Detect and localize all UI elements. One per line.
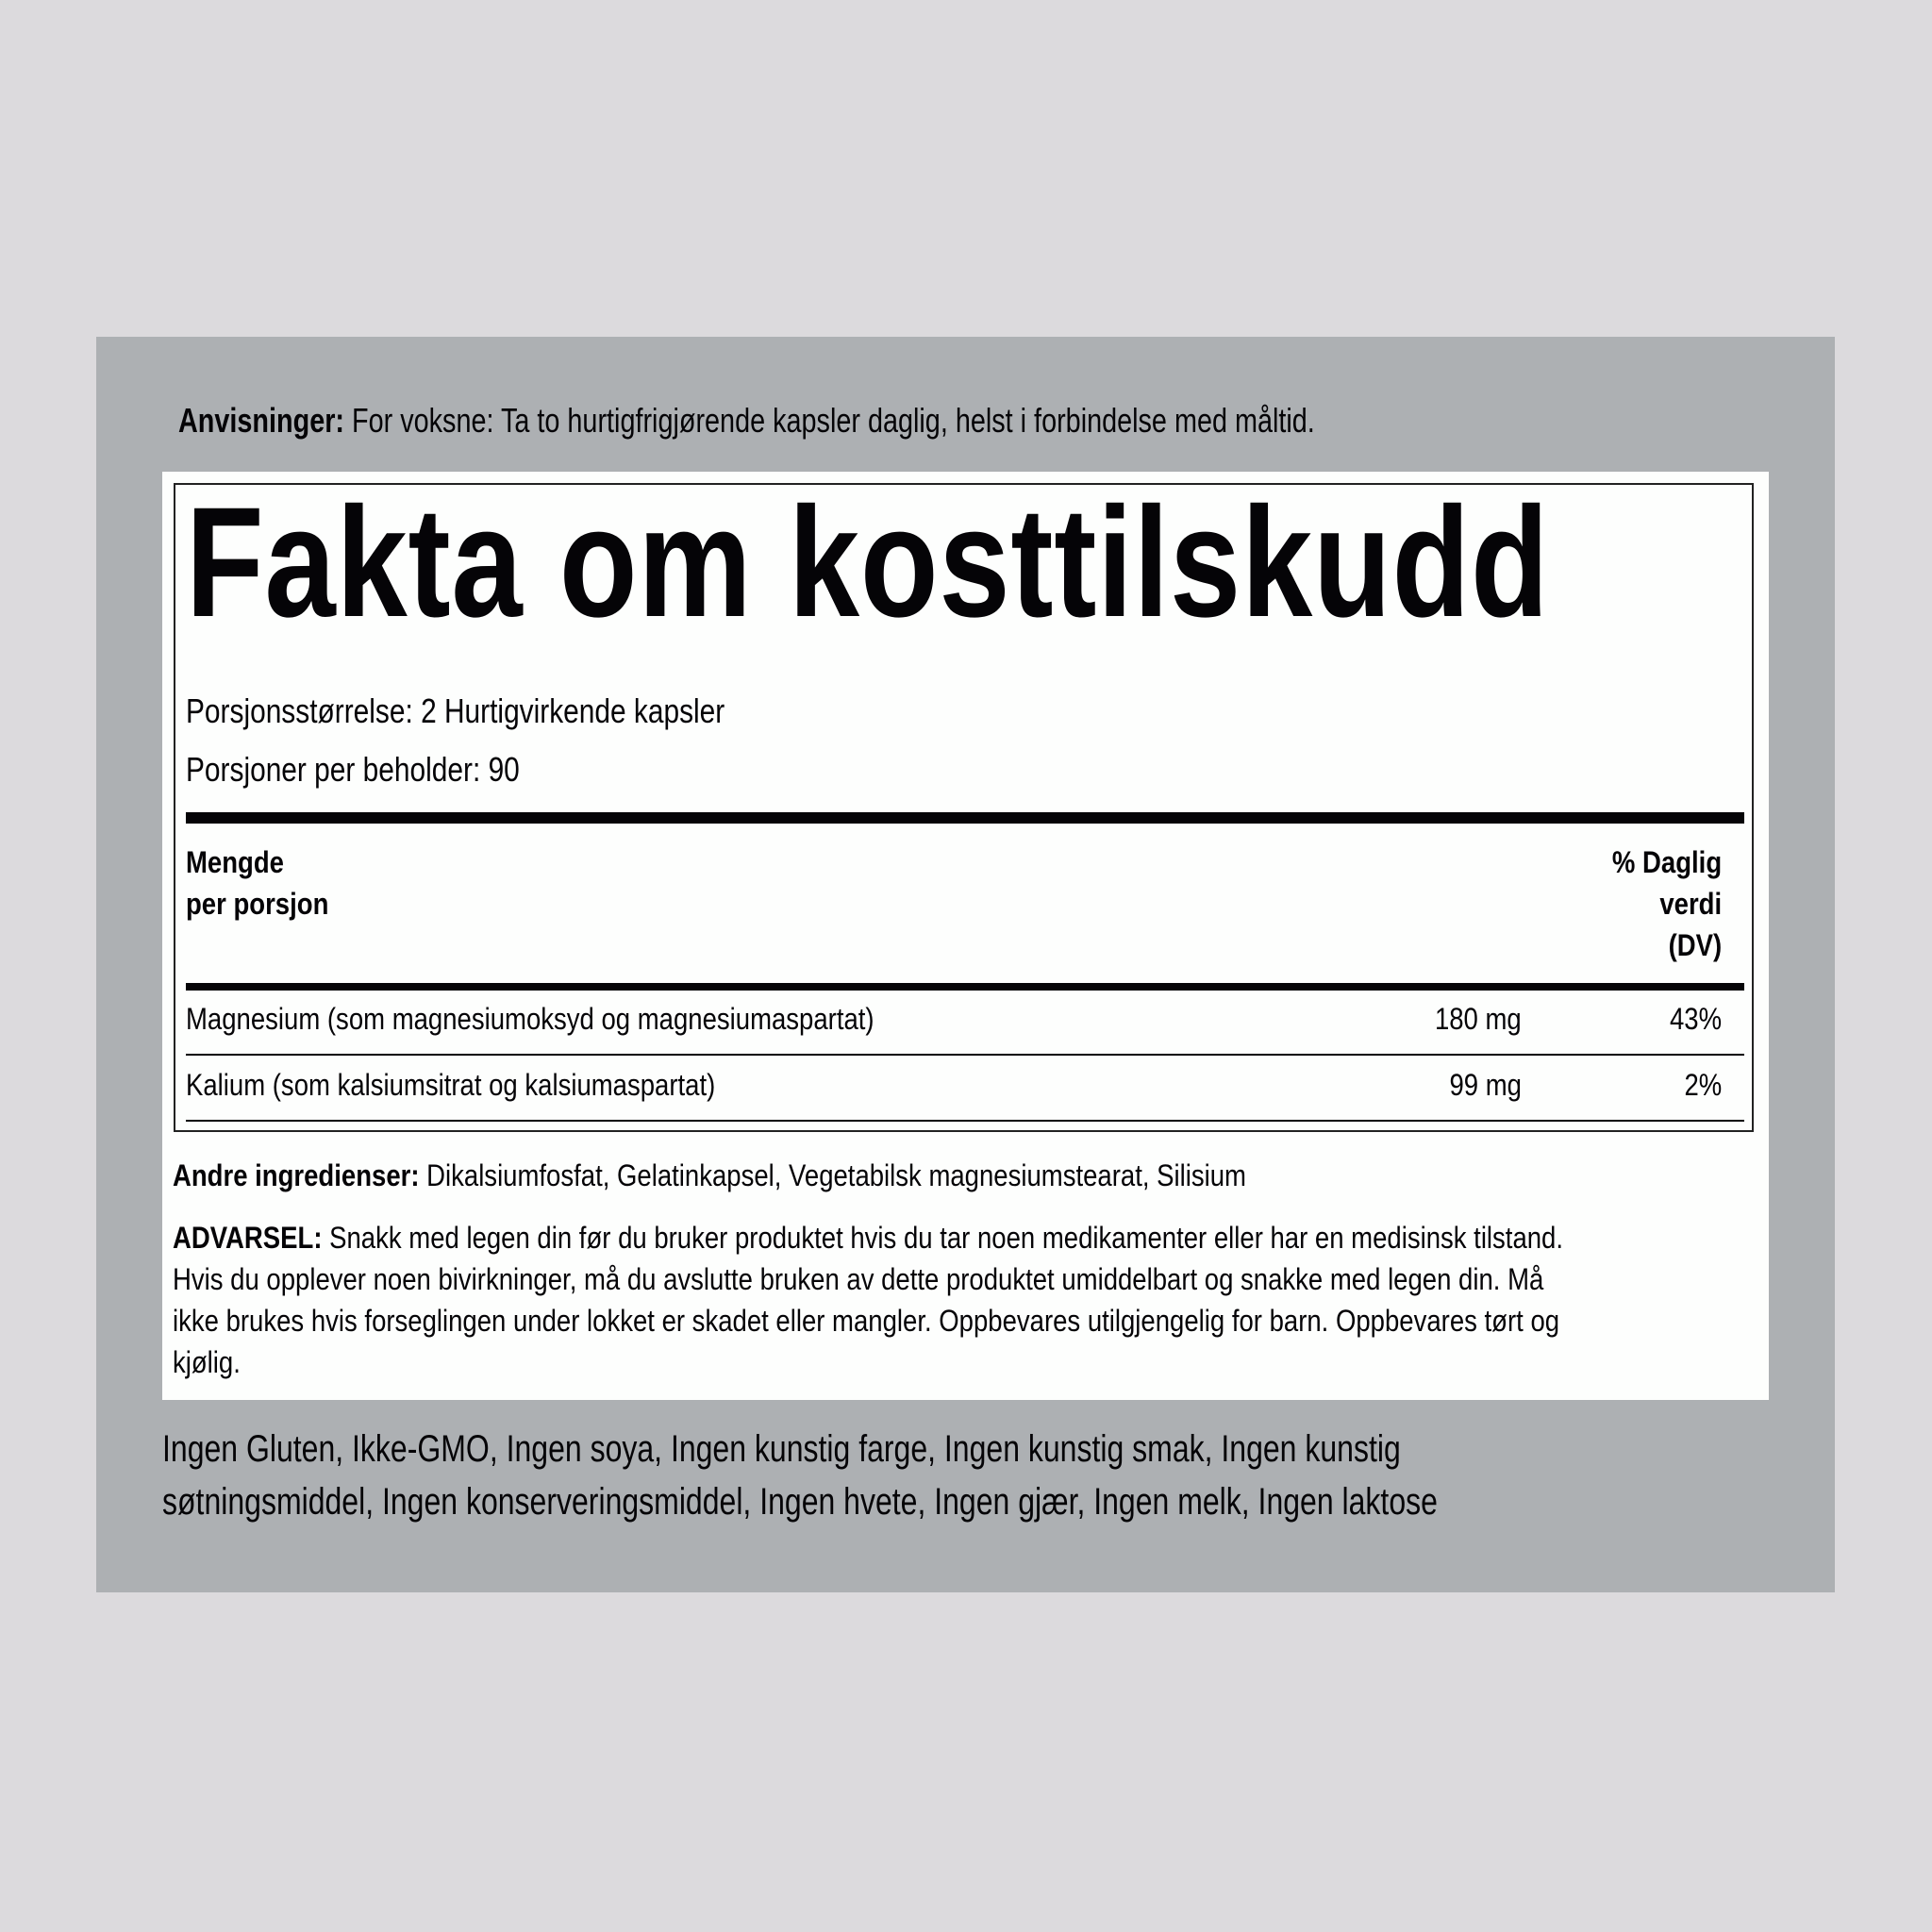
nutrient-name: Magnesium (som magnesiumoksyd og magnesiumaspartat) bbox=[186, 1002, 874, 1036]
other-ingredients bbox=[173, 1155, 1246, 1196]
amount-header-line2: per porsjon bbox=[186, 887, 329, 921]
amount-header-line1: Mengde bbox=[186, 845, 284, 879]
nutrient-name: Kalium (som kalsiumsitrat og kalsiumaspartat) bbox=[186, 1068, 716, 1102]
free-from-line1: Ingen Gluten, Ikke-GMO, Ingen soya, Ingen kunstig farge, Ingen kunstig smak, Ingen kunstig bbox=[162, 1428, 1401, 1470]
servings-per-container: Porsjoner per beholder: 90 bbox=[186, 750, 520, 789]
dv-header-line3: (DV) bbox=[1668, 928, 1722, 962]
directions-label: Anvisninger: bbox=[178, 401, 345, 440]
warning-label: ADVARSEL: bbox=[173, 1221, 323, 1255]
nutrient-amount: 99 mg bbox=[1449, 1068, 1522, 1102]
warning-line1: Snakk med legen din før du bruker produktet hvis du tar noen medikamenter eller har en medisinsk tilstand. bbox=[329, 1221, 1564, 1255]
directions bbox=[178, 400, 1315, 441]
warning-line2: Hvis du opplever noen bivirkninger, må du avslutte bruken av dette produktet umiddelbart og snakke med legen din. Må bbox=[173, 1262, 1544, 1296]
warning-line3: ikke brukes hvis forseglingen under lokket er skadet eller mangler. Oppbevares utilgjengelig for barn. Oppbevares tørt og bbox=[173, 1304, 1560, 1338]
warning-line4: kjølig. bbox=[173, 1345, 241, 1379]
facts-title: Fakta om kosttilskudd bbox=[186, 475, 1550, 650]
daily-value-header bbox=[1612, 841, 1722, 966]
thick-divider-bottom bbox=[186, 983, 1744, 991]
directions-text: For voksne: Ta to hurtigfrigjørende kapsler daglig, helst i forbindelse med måltid. bbox=[352, 401, 1315, 440]
other-ingredients-text: Dikalsiumfosfat, Gelatinkapsel, Vegetabilsk magnesiumstearat, Silisium bbox=[426, 1158, 1246, 1192]
row-divider bbox=[186, 1120, 1744, 1122]
warning-block bbox=[173, 1217, 1763, 1383]
dv-header-line2: verdi bbox=[1659, 887, 1722, 921]
amount-per-serving-header bbox=[186, 841, 328, 924]
nutrient-amount: 180 mg bbox=[1435, 1002, 1522, 1036]
free-from-claims bbox=[162, 1423, 1932, 1528]
nutrient-dv: 43% bbox=[1669, 1002, 1722, 1036]
row-divider bbox=[186, 1054, 1744, 1056]
serving-size: Porsjonsstørrelse: 2 Hurtigvirkende kapsler bbox=[186, 691, 725, 730]
nutrient-dv: 2% bbox=[1684, 1068, 1722, 1102]
thick-divider-top bbox=[186, 812, 1744, 824]
other-ingredients-label: Andre ingredienser: bbox=[173, 1158, 420, 1192]
dv-header-line1: % Daglig bbox=[1611, 845, 1722, 879]
free-from-line2: søtningsmiddel, Ingen konserveringsmiddel, Ingen hvete, Ingen gjær, Ingen melk, Ingen laktose bbox=[162, 1481, 1438, 1523]
